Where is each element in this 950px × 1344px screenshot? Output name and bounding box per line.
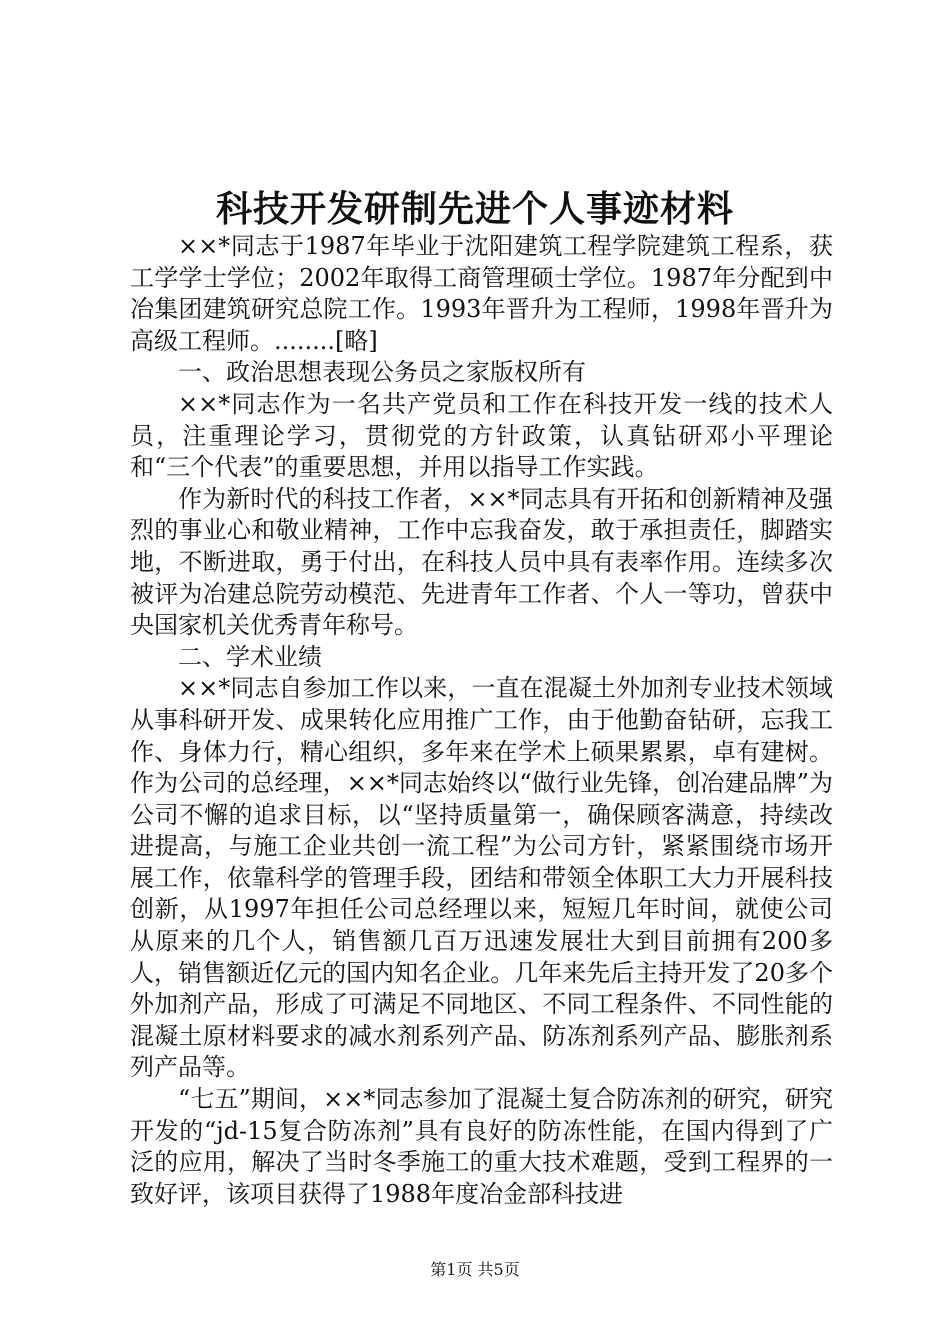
document-title: 科技开发研制先进个人事迹材料 (215, 188, 734, 230)
page-footer: 第1页 共5页 (430, 1260, 520, 1279)
paragraph-political-1: ××*同志作为一名共产党员和工作在科技开发一线的技术人员，注重理论学习，贯彻党的方针政策，认真钻研邓小平理论和“三个代表”的重要思想，并用以指导工作实践。 (130, 389, 833, 482)
paragraph-political-2: 作为新时代的科技工作者，××*同志具有开拓和创新精神及强烈的事业心和敬业精神，工作中忘我奋发，敢于承担责任，脚踏实地，不断进取，勇于付出，在科技人员中具有表率作用。连续多次被评为冶建总院劳动模范、先进青年工作者、个人一等功，曾获中央国家机关优秀青年称号。 (130, 484, 833, 640)
document-body (130, 231, 833, 1210)
paragraph-academic-1: ××*同志自参加工作以来，一直在混凝土外加剂专业技术领域从事科研开发、成果转化应用推广工作，由于他勤奋钻研，忘我工作、身体力行，精心组织，多年来在学术上硕果累累，卓有建树。作为公司的总经理，××*同志始终以“做行业先锋，创冶建品牌”为公司不懈的追求目标，以“坚持质量第一，确保顾客满意，持续改进提高，与施工企业共创一流工程”为公司方针，紧紧围绕市场开展工作，依靠科学的管理手段，团结和带领全体职工大力开展科技创新，从1997年担任公司总经理以来，短短几年时间，就使公司从原来的几个人，销售额几百万迅速发展壮大到目前拥有200多人，销售额近亿元的国内知名企业。几年来先后主持开发了20多个外加剂产品，形成了可满足不同地区、不同工程条件、不同性能的混凝土原材料要求的减水剂系列产品、防冻剂系列产品、膨胀剂系列产品等。 (130, 674, 833, 1082)
section-heading-academic: 二、学术业绩 (178, 642, 322, 671)
section-heading-political: 一、政治思想表现公务员之家版权所有 (178, 358, 586, 387)
paragraph-intro: ××*同志于1987年毕业于沈阳建筑工程学院建筑工程系，获工学学士学位；2002年取得工商管理硕士学位。1987年分配到中冶集团建筑研究总院工作。1993年晋升为工程师，1998年晋升为高级工程师。........[略] (130, 232, 833, 355)
paragraph-academic-2: “七五”期间，××*同志参加了混凝土复合防冻剂的研究，研究开发的“jd-15复合防冻剂”具有良好的防冻性能，在国内得到了广泛的应用，解决了当时冬季施工的重大技术难题，受到工程界的一致好评，该项目获得了1988年度冶金部科技进 (130, 1085, 833, 1208)
